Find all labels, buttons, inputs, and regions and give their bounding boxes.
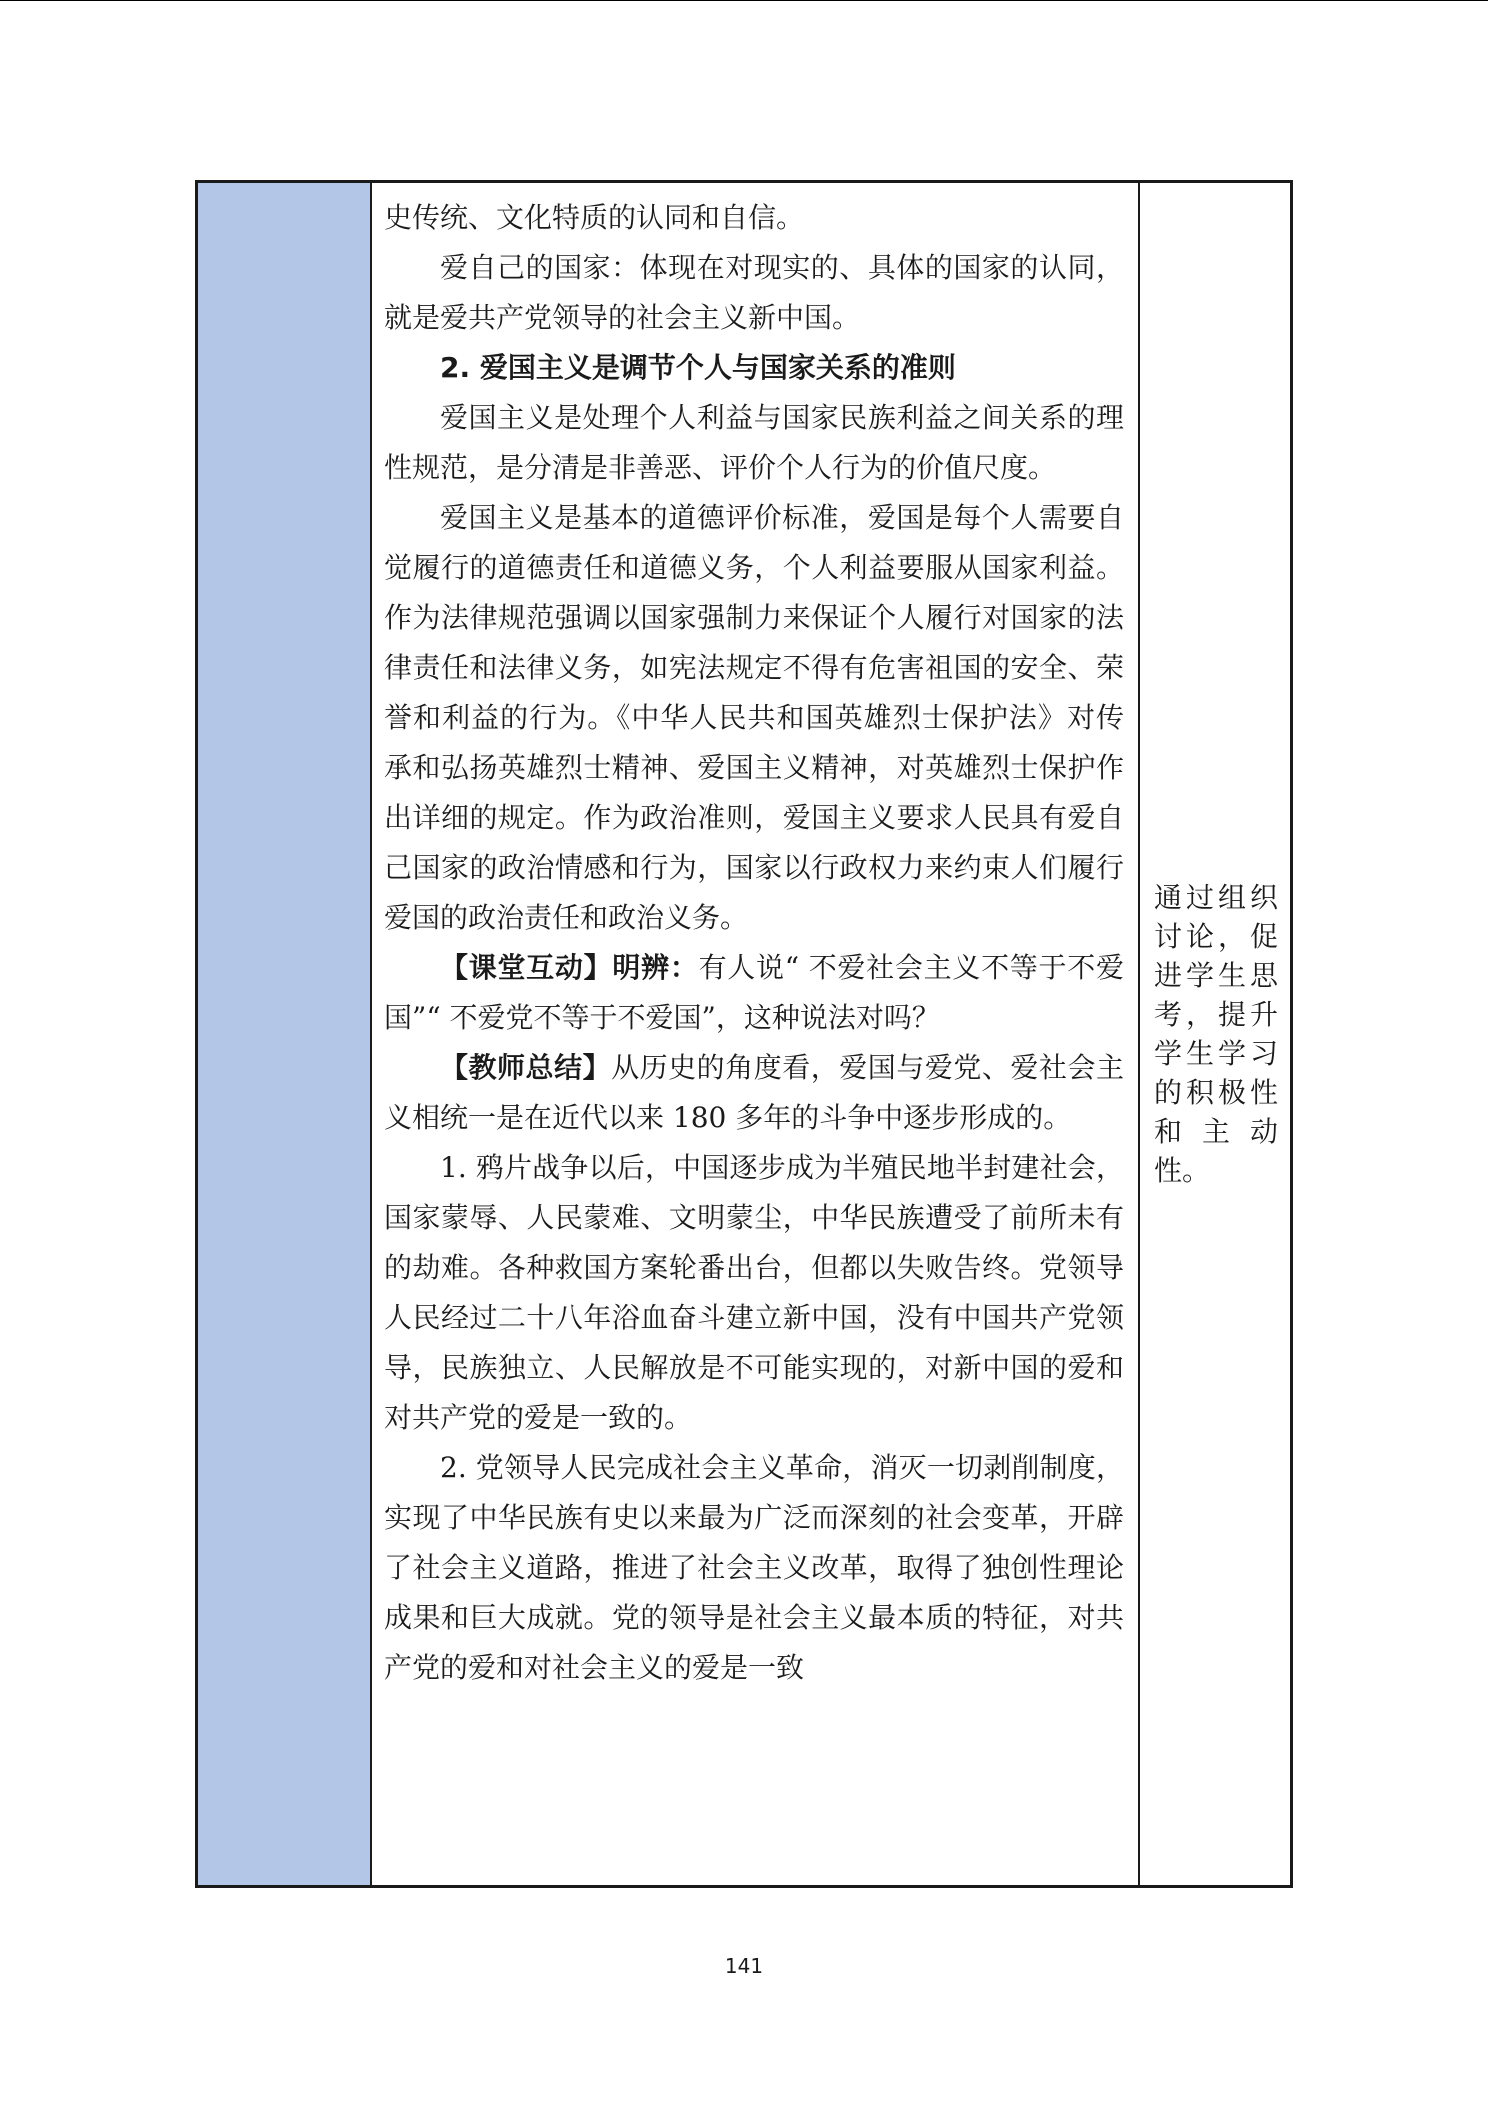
content-paragraph-3: 爱国主义是处理个人利益与国家民族利益之间关系的理性规范，是分清是非善恶、评价个人行为的价值尺度。: [384, 401, 1124, 484]
content-paragraph-8: 2. 党领导人民完成社会主义革命，消灭一切剥削制度，实现了中华民族有史以来最为广泛而深刻的社会变革，开辟了社会主义道路，推进了社会主义改革，取得了独创性理论成果和巨大成就。党的领导是社会主义最本质的特征，对共产党的爱和对社会主义的爱是一致: [384, 1451, 1124, 1684]
content-paragraph-4: 爱国主义是基本的道德评价标准，爱国是每个人需要自觉履行的道德责任和道德义务，个人利益要服从国家利益。作为法律规范强调以国家强制力来保证个人履行对国家的法律责任和法律义务，如宪法规定不得有危害祖国的安全、荣誉和利益的行为。《中华人民共和国英雄烈士保护法》对传承和弘扬英雄烈士精神、爱国主义精神，对英雄烈士保护作出详细的规定。作为政治准则，爱国主义要求人民具有爱自己国家的政治情感和行为，国家以行政权力来约束人们履行爱国的政治责任和政治义务。: [384, 501, 1124, 934]
content-paragraph-7: 1. 鸦片战争以后，中国逐步成为半殖民地半封建社会，国家蒙辱、人民蒙难、文明蒙尘，中华民族遭受了前所未有的劫难。各种救国方案轮番出台，但都以失败告终。党领导人民经过二十八年浴血奋斗建立新中国，没有中国共产党领导，民族独立、人民解放是不可能实现的，对新中国的爱和对共产党的爱是一致的。: [384, 1151, 1124, 1434]
teaching-content-column: [372, 183, 1140, 1885]
section-heading: 2. 爱国主义是调节个人与国家关系的准则: [440, 351, 956, 384]
teacher-summary-paragraph: [384, 1043, 1124, 1143]
classroom-interaction-paragraph: [384, 943, 1124, 1043]
lesson-plan-table: [195, 180, 1293, 1888]
teacher-summary-text: 从历史的角度看，爱国与爱党、爱社会主义相统一是在近代以来 180 多年的斗争中逐步形成的。: [384, 1051, 1124, 1134]
section-label-column: [198, 183, 372, 1885]
classroom-interaction-label: 【课堂互动】明辨：: [440, 951, 699, 984]
classroom-interaction-text: 有人说“ 不爱社会主义不等于不爱国”“ 不爱党不等于不爱国”，这种说法对吗？: [384, 951, 1124, 1034]
design-intent-column: [1140, 183, 1290, 1885]
page-number: 141: [724, 1954, 764, 1978]
content-paragraph-1: 史传统、文化特质的认同和自信。: [384, 201, 805, 234]
content-paragraph-2: 爱自己的国家：体现在对现实的、具体的国家的认同，就是爱共产党领导的社会主义新中国。: [384, 251, 1124, 334]
top-border-line: [0, 0, 1488, 1]
teacher-summary-label: 【教师总结】: [440, 1051, 612, 1084]
design-intent-note: 通过组织讨论，促进学生思考，提升学生学习的积极性和主动性。: [1154, 881, 1278, 1187]
